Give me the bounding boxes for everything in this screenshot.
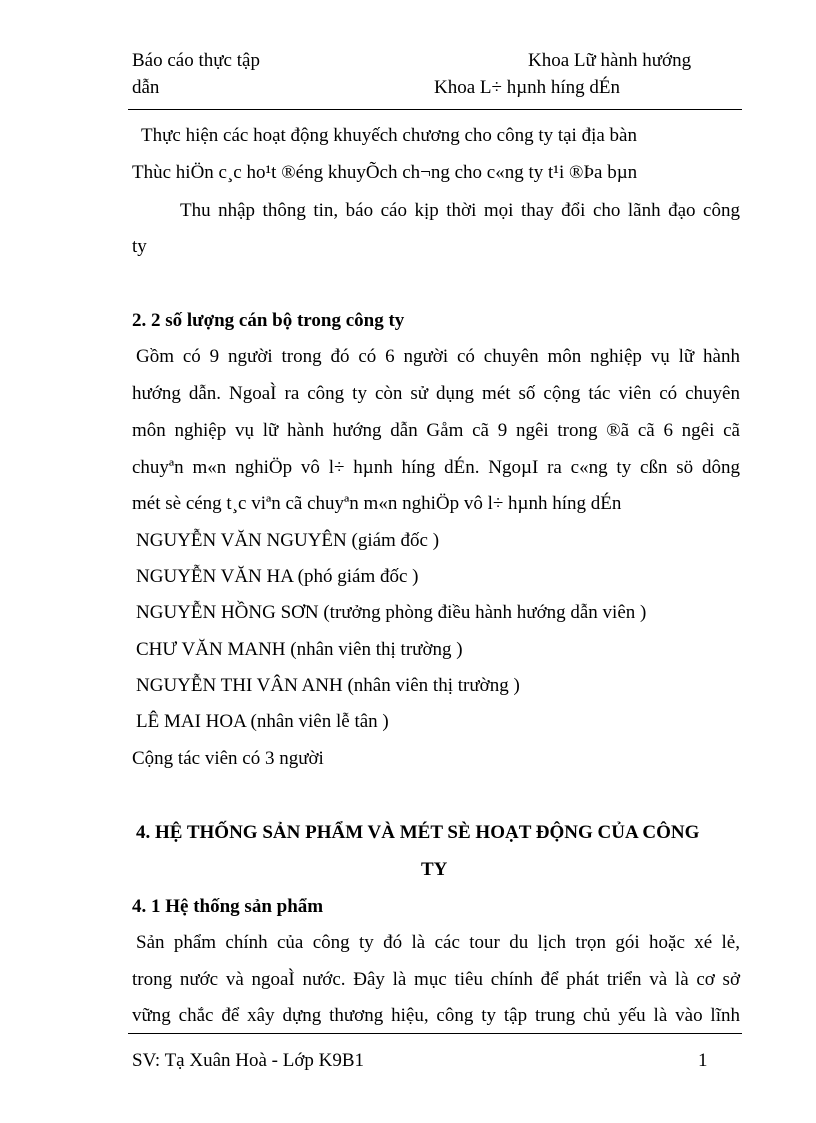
header-left-line2: dẫn (132, 77, 160, 98)
paragraph-line: vững chắc để xây dựng thương hiệu, công ty tập trung chủ yếu là vào lĩnh (132, 1005, 740, 1026)
header-left-line1: Báo cáo thực tập (132, 50, 260, 71)
header-right-line1: Khoa Lữ hành hướng (528, 50, 692, 71)
paragraph-line-legacy-font: Thùc hiÖn c¸c ho¹t ®éng khuyÕch ch¬ng cho c«ng ty t¹i ®Þa bµn (132, 162, 638, 183)
collaborators-line: Cộng tác viên có 3 người (132, 748, 324, 769)
staff-item: NGUYỄN VĂN NGUYÊN (giám đốc ) (136, 530, 440, 551)
paragraph-line: Thực hiện các hoạt động khuyếch chương cho công ty tại địa bàn (141, 125, 637, 146)
header-rule (128, 109, 742, 110)
staff-item: NGUYỄN VĂN HA (phó giám đốc ) (136, 566, 419, 587)
paragraph-line: Sản phẩm chính của công ty đó là các tour du lịch trọn gói hoặc xé lẻ, (136, 932, 740, 953)
paragraph-line: hướng dẫn. NgoaÌ ra công ty còn sử dụng mét số cộng tác viên có chuyên (132, 383, 740, 404)
paragraph-line: mét sè céng t¸c viªn cã chuyªn m«n nghiÖp vô l÷ hµnh híng dÉn (132, 493, 622, 514)
paragraph-line: ty (132, 236, 147, 257)
paragraph-line: môn nghiệp vụ lữ hành hướng dẫn Gåm cã 9 ngêi trong ®ã cã 6 ngêi cã (132, 420, 740, 441)
staff-item: NGUYỄN THI VÂN ANH (nhân viên thị trường ) (136, 675, 520, 696)
subsection-heading: 4. 1 Hệ thống sản phẩm (132, 896, 324, 917)
section-heading-continued: TY (421, 859, 448, 880)
staff-item: LÊ MAI HOA (nhân viên lễ tân ) (136, 711, 389, 732)
page-number: 1 (698, 1050, 708, 1071)
paragraph-line: trong nước và ngoaÌ nước. Đây là mục tiêu chính để phát triển và là cơ sở (132, 969, 740, 990)
paragraph-line: Gồm có 9 người trong đó có 6 người có chuyên môn nghiệp vụ lữ hành (136, 346, 740, 367)
paragraph-line: chuyªn m«n nghiÖp vô l÷ hµnh híng dÉn. NgoµI ra c«ng ty cßn sö dông (132, 457, 740, 478)
staff-item: NGUYỄN HỒNG SƠN (trưởng phòng điều hành hướng dẫn viên ) (136, 602, 647, 623)
section-heading: 2. 2 số lượng cán bộ trong công ty (132, 310, 405, 331)
staff-item: CHƯ VĂN MANH (nhân viên thị trường ) (136, 639, 463, 660)
section-heading: 4. HỆ THỐNG SẢN PHẨM VÀ MÉT SÈ HOẠT ĐỘNG CỦA CÔNG (136, 822, 700, 843)
footer-rule (128, 1033, 742, 1034)
footer-student: SV: Tạ Xuân Hoà - Lớp K9B1 (132, 1050, 365, 1071)
paragraph-line: Thu nhập thông tin, báo cáo kịp thời mọi thay đổi cho lãnh đạo công (180, 200, 740, 221)
header-right-line2: Khoa L÷ hµnh híng dÉn (434, 77, 621, 98)
